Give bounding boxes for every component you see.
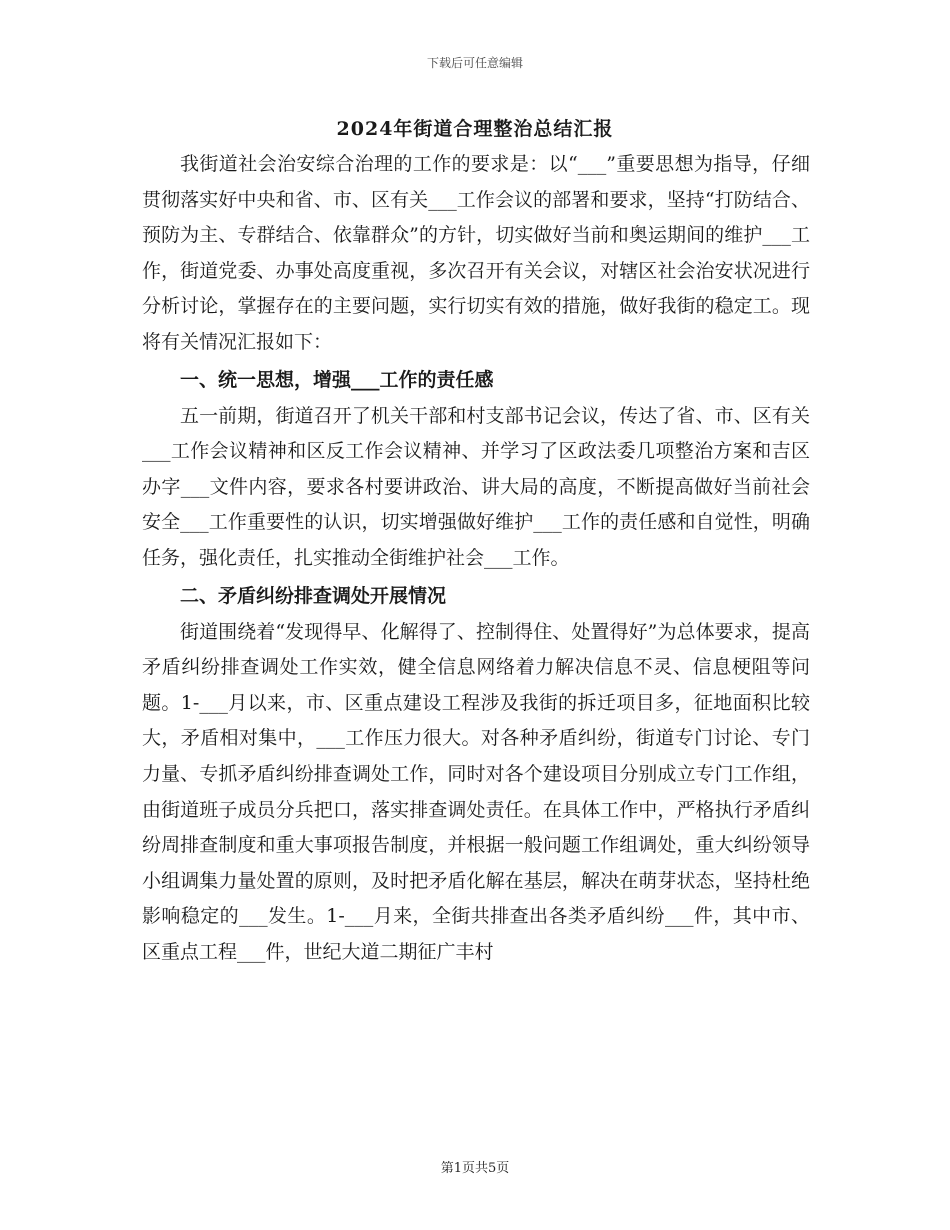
section-2-paragraph: 街道围绕着“发现得早、化解得了、控制得住、处置得好”为总体要求，提高矛盾纠纷排查调处工作实效，健全信息网络着力解决信息不灵、信息梗阻等问题。1-___月以来，市、区重点建设工程涉及我街的拆迁项目多，征地面积比较大，矛盾相对集中，___工作压力很大。对各种矛盾纠纷，街道专门讨论、专门力量、专抓矛盾纠纷排查调处工作，同时对各个建设项目分别成立专门工作组，由街道班子成员分兵把口，落实排查调处责任。在具体工作中，严格执行矛盾纠纷周排查制度和重大事项报告制度，并根据一般问题工作组调处，重大纠纷领导小组调集力量处置的原则，及时把矛盾化解在基层，解决在萌芽状态，坚持杜绝影响稳定的___发生。1-___月来，全街共排查出各类矛盾纠纷___件，其中市、区重点工程___件，世纪大道二期征广丰村 (142, 620, 810, 963)
document-body (142, 147, 810, 970)
section-2-heading: 二、矛盾纠纷排查调处开展情况 (180, 584, 447, 607)
page-header-note: 下载后可任意编辑 (426, 56, 523, 70)
section-1-paragraph: 五一前期，街道召开了机关干部和村支部书记会议，传达了省、市、区有关___工作会议精神和区反工作会议精神、并学习了区政法委几项整治方案和吉区办字___文件内容，要求各村要讲政治、讲大局的高度，不断提高做好当前社会安全___工作重要性的认识，切实增强做好维护___工作的责任感和自觉性，明确任务，强化责任，扎实推动全街维护社会___工作。 (142, 404, 810, 569)
page-footer-page-number: 第1页共5页 (440, 1161, 510, 1176)
document-title: 2024年街道合理整治总结汇报 (336, 118, 614, 140)
intro-paragraph: 我街道社会治安综合治理的工作的要求是：以“___”重要思想为指导，仔细贯彻落实好中央和省、市、区有关___工作会议的部署和要求，坚持“打防结合、预防为主、专群结合、依靠群众”的方针，切实做好当前和奥运期间的维护___工作，街道党委、办事处高度重视，多次召开有关会议，对辖区社会治安状况进行分析讨论，掌握存在的主要问题，实行切实有效的措施，做好我街的稳定工。现将有关情况汇报如下： (142, 153, 810, 353)
section-1-heading: 一、统一思想，增强___工作的责任感 (180, 368, 494, 391)
